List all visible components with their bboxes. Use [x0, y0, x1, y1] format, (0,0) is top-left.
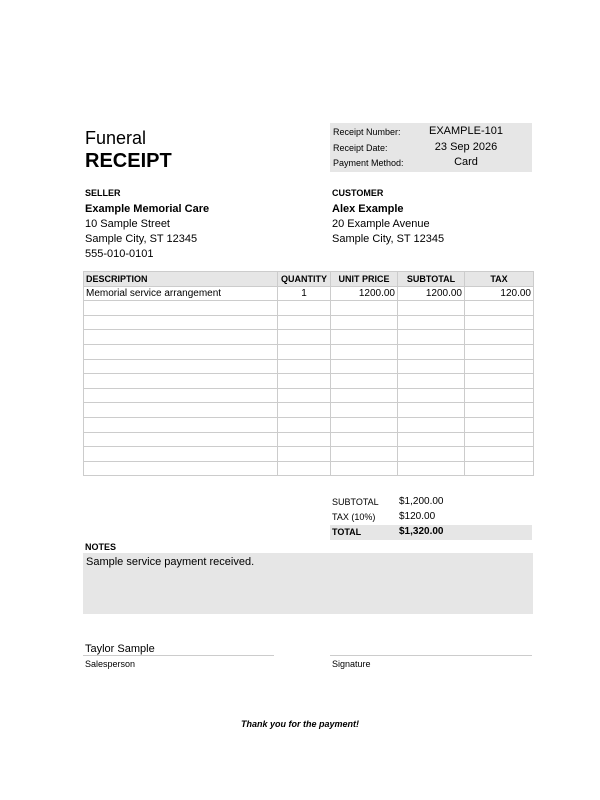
- document-subtitle: Funeral: [85, 128, 147, 148]
- empty-table-row: [84, 447, 534, 462]
- empty-table-row: [84, 315, 534, 330]
- empty-table-row: [84, 344, 534, 359]
- empty-table-row: [84, 359, 534, 374]
- customer-block: [332, 202, 444, 247]
- customer-address-line-1: 20 Example Avenue: [332, 218, 430, 230]
- notes-text: Sample service payment received.: [86, 556, 255, 568]
- table-row: [84, 286, 534, 301]
- empty-table-row: [84, 403, 534, 418]
- subtotal-row: [330, 495, 532, 510]
- item-tax: 120.00: [465, 286, 534, 301]
- seller-phone: 555-010-0101: [85, 248, 154, 260]
- seller-label: SELLER: [85, 188, 121, 198]
- customer-address-line-2: Sample City, ST 12345: [332, 233, 445, 245]
- item-unit-price: 1200.00: [331, 286, 398, 301]
- column-header-unit-price: UNIT PRICE: [331, 272, 398, 287]
- column-header-subtotal: SUBTOTAL: [398, 272, 465, 287]
- empty-table-row: [84, 461, 534, 476]
- item-quantity: 1: [278, 286, 331, 301]
- notes-label: NOTES: [85, 542, 117, 552]
- customer-name: Alex Example: [332, 203, 404, 215]
- receipt-number-label: Receipt Number:: [333, 127, 401, 137]
- column-header-description: DESCRIPTION: [84, 272, 278, 287]
- seller-block: [85, 202, 209, 262]
- seller-name: Example Memorial Care: [85, 203, 210, 215]
- items-table: [83, 271, 534, 476]
- subtotal-label: SUBTOTAL: [332, 497, 379, 507]
- empty-table-row: [84, 374, 534, 389]
- tax-row: [330, 510, 532, 525]
- customer-label: CUSTOMER: [332, 188, 384, 198]
- receipt-meta-box: [330, 123, 532, 172]
- document-title: RECEIPT: [85, 150, 172, 172]
- column-header-quantity: QUANTITY: [278, 272, 331, 287]
- total-label: TOTAL: [332, 527, 362, 537]
- salesperson-label: Salesperson: [85, 659, 136, 669]
- totals-block: [330, 495, 532, 540]
- tax-label: TAX (10%): [332, 512, 376, 522]
- payment-method-label: Payment Method:: [333, 158, 404, 168]
- item-subtotal: 1200.00: [398, 286, 465, 301]
- empty-table-row: [84, 388, 534, 403]
- empty-table-row: [84, 417, 534, 432]
- item-description: Memorial service arrangement: [84, 286, 278, 301]
- payment-method-value: Card: [454, 156, 478, 168]
- signature-label: Signature: [332, 659, 371, 669]
- items-table-header: [84, 272, 534, 287]
- empty-table-row: [84, 301, 534, 316]
- salesperson-name: Taylor Sample: [85, 643, 155, 655]
- subtotal-value: $1,200.00: [399, 496, 444, 507]
- total-value: $1,320.00: [399, 526, 444, 537]
- thank-you-message: Thank you for the payment!: [240, 719, 359, 729]
- seller-address-line-1: 10 Sample Street: [85, 218, 170, 230]
- salesperson-line: [83, 655, 274, 656]
- payment-method-row: [330, 156, 532, 172]
- receipt-date-value: 23 Sep 2026: [434, 141, 498, 153]
- receipt-number-value: EXAMPLE-101: [429, 125, 503, 137]
- receipt-date-label: Receipt Date:: [333, 143, 388, 153]
- tax-value: $120.00: [399, 511, 436, 522]
- empty-table-row: [84, 330, 534, 345]
- receipt-number-row: [330, 125, 532, 141]
- seller-address-line-2: Sample City, ST 12345: [85, 233, 198, 245]
- empty-table-row: [84, 432, 534, 447]
- notes-box: [83, 553, 533, 614]
- column-header-tax: TAX: [465, 272, 534, 287]
- total-row: [330, 525, 532, 540]
- signature-line: [330, 655, 532, 656]
- receipt-date-row: [330, 141, 532, 157]
